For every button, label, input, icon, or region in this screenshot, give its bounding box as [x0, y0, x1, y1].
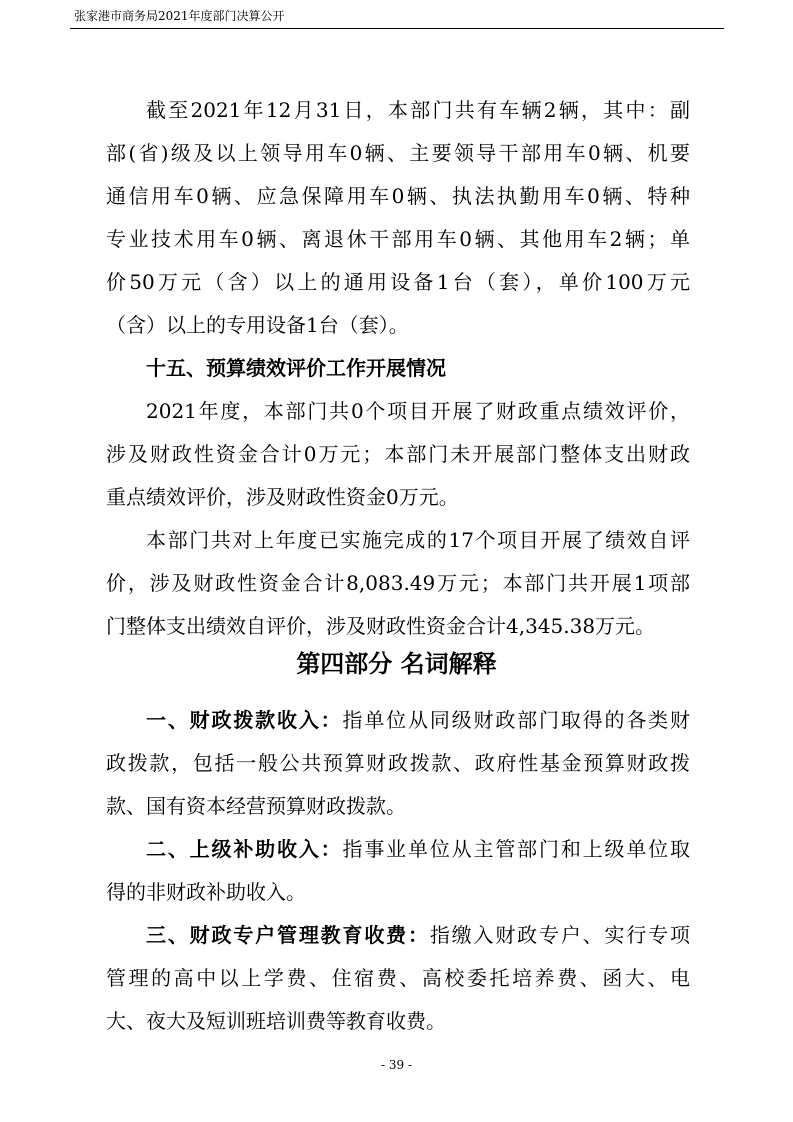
term-definition-line [146, 835, 690, 863]
term-label: 三、财政专户管理教育收费： [146, 923, 430, 947]
paragraph-line: 价，涉及财政性资金合计8,083.49万元；本部门共开展1项部 [106, 571, 690, 595]
term-definition-line [146, 706, 690, 734]
paragraph-line: 2021年度，本部门共0个项目开展了财政重点绩效评价， [146, 399, 690, 423]
term-text: 指单位从同级财政部门取得的各类财 [342, 708, 690, 732]
paragraph-line: 重点绩效评价，涉及财政性资金0万元。 [106, 485, 459, 509]
paragraph-line: 管理的高中以上学费、住宿费、高校委托培养费、函大、电 [106, 966, 690, 990]
page-header: 张家港市商务局2021年度部门决算公开 [74, 9, 285, 23]
paragraph-line: 截至2021年12月31日，本部门共有车辆2辆，其中：副 [146, 98, 690, 122]
paragraph-line: 门整体支出绩效自评价，涉及财政性资金合计4,345.38万元。 [106, 614, 656, 638]
paragraph-line: （含）以上的专用设备1台（套）。 [106, 313, 409, 337]
term-label: 二、上级补助收入： [146, 837, 343, 861]
term-definition-line [146, 921, 690, 949]
term-label: 一、财政拨款收入： [146, 708, 343, 732]
paragraph-line: 专业技术用车0辆、离退休干部用车0辆、其他用车2辆；单 [106, 227, 690, 251]
page-number: - 39 - [380, 1058, 412, 1072]
paragraph-line: 大、夜大及短训班培训费等教育收费。 [106, 1009, 446, 1033]
paragraph-line: 通信用车0辆、应急保障用车0辆、执法执勤用车0辆、特种 [106, 184, 690, 208]
term-text: 指缴入财政专户、实行专项 [429, 923, 691, 947]
paragraph-line: 得的非财政补助收入。 [106, 880, 306, 904]
paragraph-line: 部(省)级及以上领导用车0辆、主要领导干部用车0辆、机要 [106, 141, 690, 165]
term-text: 指事业单位从主管部门和上级单位取 [342, 837, 690, 861]
section-heading: 十五、预算绩效评价工作开展情况 [146, 356, 446, 380]
header-divider [70, 28, 724, 29]
paragraph-line: 价50万元（含）以上的通用设备1台（套），单价100万元 [106, 270, 690, 294]
paragraph-line: 涉及财政性资金合计0万元；本部门未开展部门整体支出财政 [106, 442, 690, 466]
part-title: 第四部分 名词解释 [296, 650, 497, 678]
paragraph-line: 政拨款，包括一般公共预算财政拨款、政府性基金预算财政拨 [106, 751, 690, 775]
paragraph-line: 款、国有资本经营预算财政拨款。 [106, 794, 406, 818]
paragraph-line: 本部门共对上年度已实施完成的17个项目开展了绩效自评 [146, 528, 690, 552]
